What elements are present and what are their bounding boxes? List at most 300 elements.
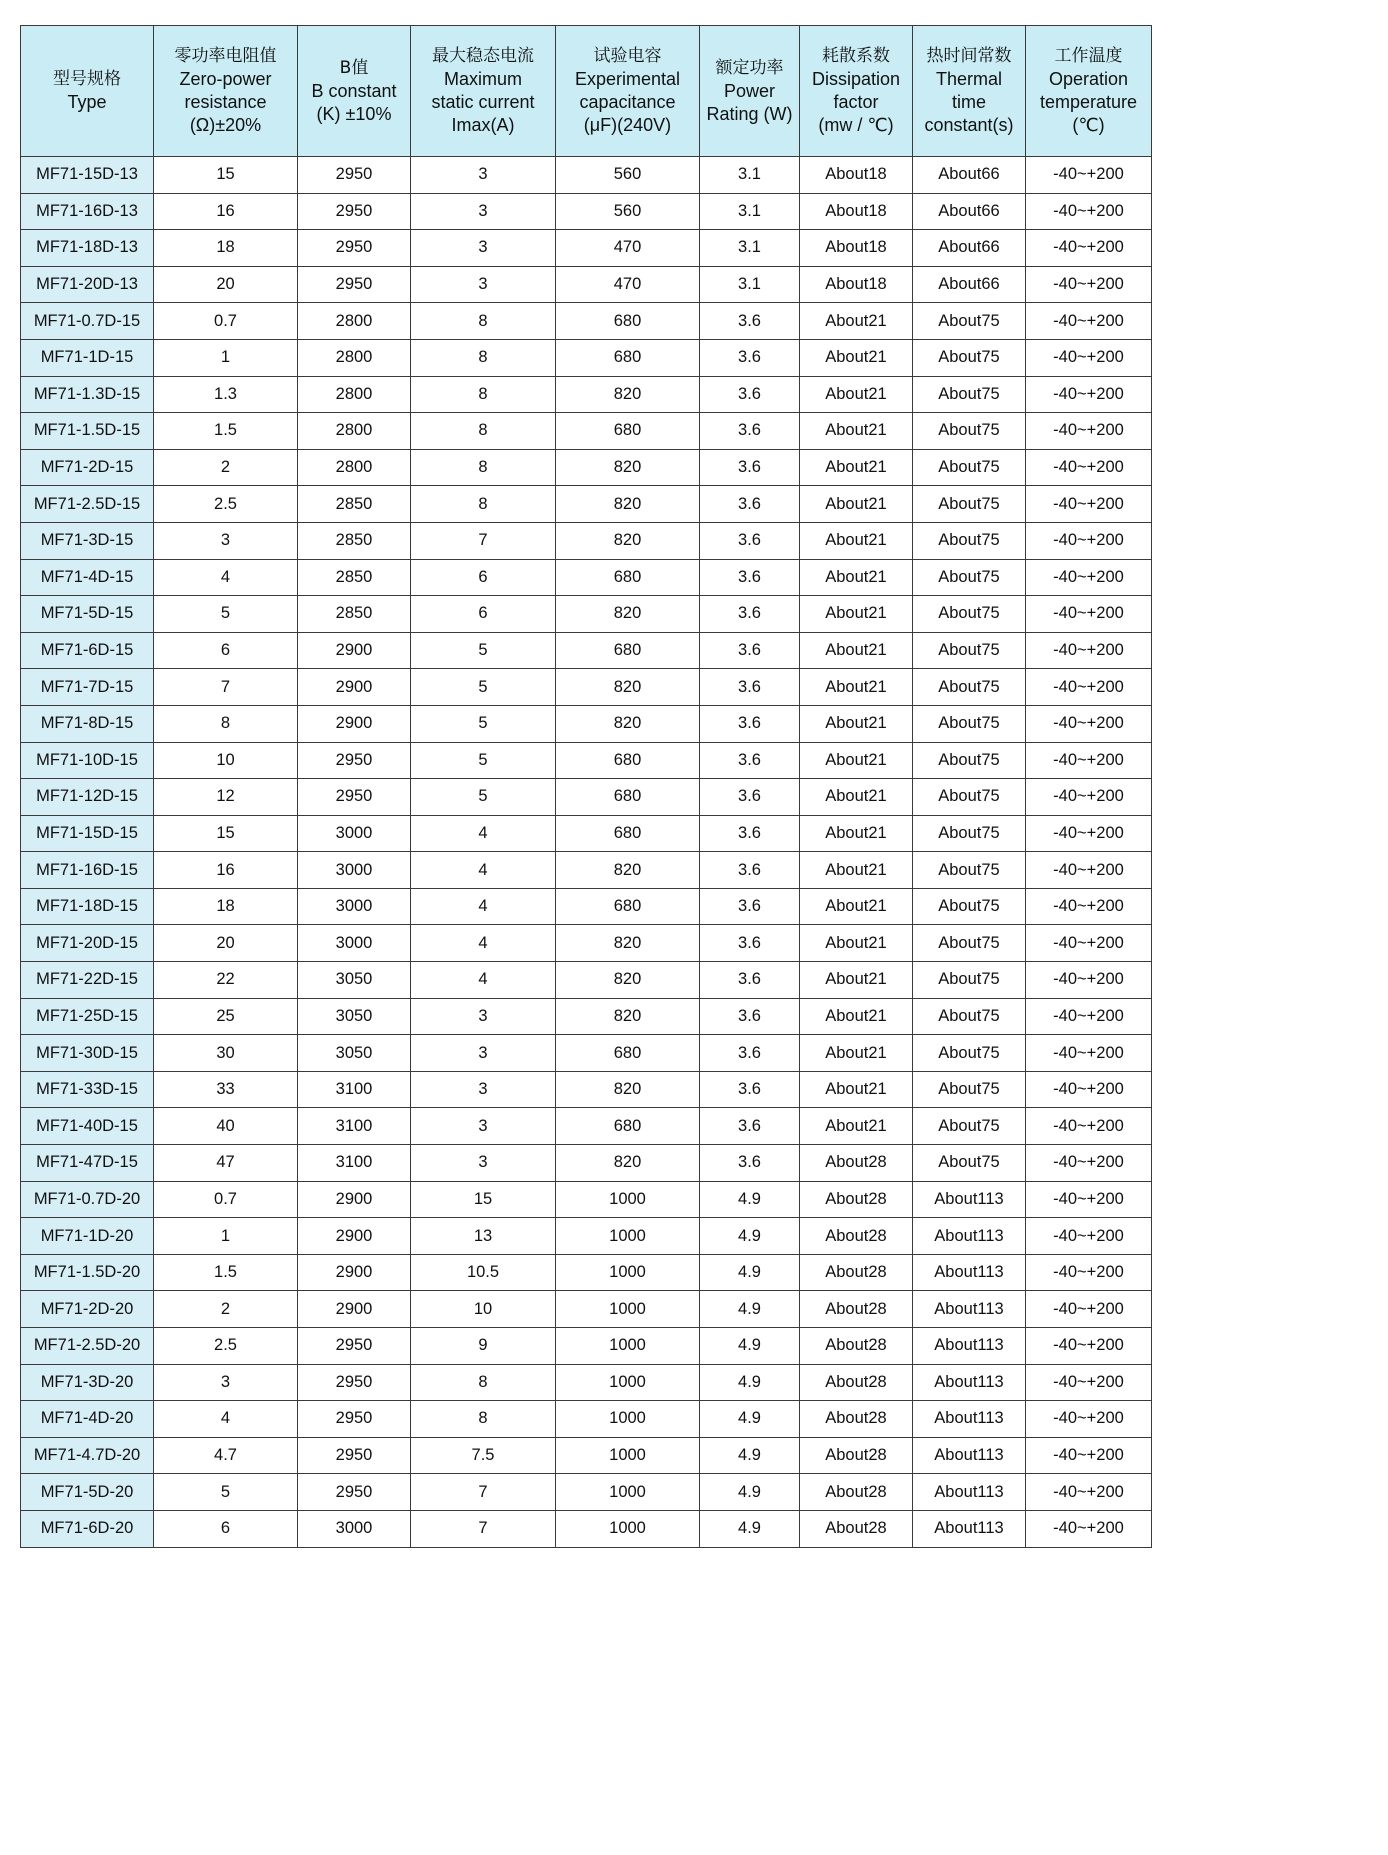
cell-type: MF71-2.5D-20 (21, 1328, 154, 1365)
column-header-en: Experimental capacitance (μF)(240V) (574, 69, 681, 135)
cell-experimental-capacitance: 1000 (556, 1364, 700, 1401)
cell-dissipation-factor: About21 (800, 339, 913, 376)
cell-dissipation-factor: About28 (800, 1291, 913, 1328)
column-header-en: Thermal time constant(s) (924, 69, 1014, 135)
cell-max-static-current: 8 (411, 303, 556, 340)
column-header-max-static-current (411, 26, 556, 157)
cell-zero-power-resistance: 1.5 (154, 413, 298, 450)
cell-power-rating: 3.6 (700, 962, 800, 999)
cell-power-rating: 3.6 (700, 303, 800, 340)
cell-max-static-current: 3 (411, 998, 556, 1035)
cell-max-static-current: 8 (411, 1364, 556, 1401)
cell-thermal-time-constant: About75 (913, 888, 1026, 925)
cell-b-constant: 2950 (298, 1474, 411, 1511)
cell-zero-power-resistance: 2.5 (154, 1328, 298, 1365)
column-header-zh: 型号规格 (53, 69, 121, 89)
cell-experimental-capacitance: 560 (556, 157, 700, 194)
cell-thermal-time-constant: About75 (913, 449, 1026, 486)
table-row (21, 632, 1152, 669)
cell-thermal-time-constant: About75 (913, 376, 1026, 413)
table-row (21, 1328, 1152, 1365)
table-row (21, 1291, 1152, 1328)
table-row (21, 1254, 1152, 1291)
cell-type: MF71-18D-13 (21, 230, 154, 267)
cell-type: MF71-1D-20 (21, 1218, 154, 1255)
column-header-en: Zero-power resistance (Ω)±20% (179, 69, 272, 135)
cell-dissipation-factor: About21 (800, 596, 913, 633)
cell-experimental-capacitance: 680 (556, 339, 700, 376)
cell-thermal-time-constant: About75 (913, 522, 1026, 559)
cell-type: MF71-47D-15 (21, 1145, 154, 1182)
cell-experimental-capacitance: 820 (556, 705, 700, 742)
table-row (21, 925, 1152, 962)
cell-zero-power-resistance: 8 (154, 705, 298, 742)
cell-operation-temperature: -40~+200 (1026, 522, 1152, 559)
cell-power-rating: 4.9 (700, 1401, 800, 1438)
cell-max-static-current: 3 (411, 266, 556, 303)
cell-type: MF71-22D-15 (21, 962, 154, 999)
cell-dissipation-factor: About28 (800, 1254, 913, 1291)
cell-b-constant: 2850 (298, 596, 411, 633)
cell-zero-power-resistance: 0.7 (154, 1181, 298, 1218)
cell-power-rating: 4.9 (700, 1218, 800, 1255)
cell-experimental-capacitance: 1000 (556, 1474, 700, 1511)
cell-power-rating: 3.6 (700, 888, 800, 925)
header-row (21, 26, 1152, 157)
cell-thermal-time-constant: About66 (913, 193, 1026, 230)
table-row (21, 888, 1152, 925)
cell-max-static-current: 5 (411, 742, 556, 779)
cell-experimental-capacitance: 680 (556, 779, 700, 816)
cell-type: MF71-25D-15 (21, 998, 154, 1035)
cell-type: MF71-2D-20 (21, 1291, 154, 1328)
cell-operation-temperature: -40~+200 (1026, 1401, 1152, 1438)
table-row (21, 1401, 1152, 1438)
column-header-b-constant (298, 26, 411, 157)
cell-operation-temperature: -40~+200 (1026, 230, 1152, 267)
cell-power-rating: 3.6 (700, 339, 800, 376)
cell-operation-temperature: -40~+200 (1026, 266, 1152, 303)
column-header-zero-power-resistance (154, 26, 298, 157)
cell-max-static-current: 7 (411, 1510, 556, 1547)
cell-power-rating: 3.6 (700, 1108, 800, 1145)
cell-max-static-current: 7.5 (411, 1437, 556, 1474)
cell-thermal-time-constant: About75 (913, 742, 1026, 779)
cell-max-static-current: 4 (411, 962, 556, 999)
cell-thermal-time-constant: About75 (913, 852, 1026, 889)
cell-b-constant: 2900 (298, 669, 411, 706)
cell-zero-power-resistance: 5 (154, 596, 298, 633)
column-header-experimental-capacitance (556, 26, 700, 157)
cell-zero-power-resistance: 1.3 (154, 376, 298, 413)
cell-power-rating: 3.6 (700, 486, 800, 523)
cell-dissipation-factor: About18 (800, 230, 913, 267)
cell-zero-power-resistance: 10 (154, 742, 298, 779)
cell-type: MF71-10D-15 (21, 742, 154, 779)
cell-dissipation-factor: About21 (800, 632, 913, 669)
cell-dissipation-factor: About21 (800, 888, 913, 925)
table-row (21, 779, 1152, 816)
cell-max-static-current: 7 (411, 1474, 556, 1511)
cell-power-rating: 3.6 (700, 559, 800, 596)
table-body (21, 157, 1152, 1548)
cell-zero-power-resistance: 47 (154, 1145, 298, 1182)
column-header-en: Power Rating (W) (706, 80, 793, 124)
table-row (21, 596, 1152, 633)
cell-operation-temperature: -40~+200 (1026, 925, 1152, 962)
cell-max-static-current: 13 (411, 1218, 556, 1255)
table-row (21, 705, 1152, 742)
column-header-operation-temperature (1026, 26, 1152, 157)
cell-type: MF71-7D-15 (21, 669, 154, 706)
cell-b-constant: 2950 (298, 1401, 411, 1438)
cell-experimental-capacitance: 820 (556, 1145, 700, 1182)
cell-b-constant: 3100 (298, 1108, 411, 1145)
cell-dissipation-factor: About21 (800, 705, 913, 742)
cell-experimental-capacitance: 1000 (556, 1437, 700, 1474)
cell-max-static-current: 6 (411, 596, 556, 633)
spec-table (20, 25, 1152, 1548)
cell-type: MF71-5D-15 (21, 596, 154, 633)
cell-operation-temperature: -40~+200 (1026, 852, 1152, 889)
cell-zero-power-resistance: 1 (154, 339, 298, 376)
cell-experimental-capacitance: 470 (556, 230, 700, 267)
cell-thermal-time-constant: About113 (913, 1328, 1026, 1365)
table-row (21, 1145, 1152, 1182)
table-row (21, 1108, 1152, 1145)
cell-b-constant: 2900 (298, 1291, 411, 1328)
cell-power-rating: 3.6 (700, 1071, 800, 1108)
cell-operation-temperature: -40~+200 (1026, 413, 1152, 450)
cell-power-rating: 3.6 (700, 1035, 800, 1072)
cell-experimental-capacitance: 680 (556, 888, 700, 925)
cell-dissipation-factor: About21 (800, 559, 913, 596)
cell-b-constant: 2900 (298, 632, 411, 669)
cell-power-rating: 3.6 (700, 669, 800, 706)
column-header-en: Maximum static current Imax(A) (431, 69, 535, 135)
cell-dissipation-factor: About21 (800, 925, 913, 962)
cell-dissipation-factor: About21 (800, 1108, 913, 1145)
table-row (21, 1364, 1152, 1401)
cell-max-static-current: 3 (411, 157, 556, 194)
cell-experimental-capacitance: 1000 (556, 1254, 700, 1291)
table-row (21, 559, 1152, 596)
cell-thermal-time-constant: About75 (913, 596, 1026, 633)
cell-type: MF71-3D-20 (21, 1364, 154, 1401)
cell-zero-power-resistance: 16 (154, 193, 298, 230)
cell-type: MF71-12D-15 (21, 779, 154, 816)
column-header-zh: 工作温度 (1054, 46, 1123, 66)
table-row (21, 522, 1152, 559)
cell-dissipation-factor: About21 (800, 376, 913, 413)
cell-power-rating: 3.1 (700, 157, 800, 194)
cell-max-static-current: 8 (411, 486, 556, 523)
cell-max-static-current: 3 (411, 230, 556, 267)
cell-zero-power-resistance: 25 (154, 998, 298, 1035)
cell-b-constant: 3000 (298, 925, 411, 962)
cell-thermal-time-constant: About75 (913, 303, 1026, 340)
cell-power-rating: 3.1 (700, 193, 800, 230)
cell-type: MF71-18D-15 (21, 888, 154, 925)
cell-type: MF71-1D-15 (21, 339, 154, 376)
cell-operation-temperature: -40~+200 (1026, 339, 1152, 376)
cell-dissipation-factor: About21 (800, 303, 913, 340)
table-row (21, 962, 1152, 999)
cell-experimental-capacitance: 820 (556, 486, 700, 523)
cell-operation-temperature: -40~+200 (1026, 998, 1152, 1035)
cell-b-constant: 3100 (298, 1145, 411, 1182)
cell-experimental-capacitance: 820 (556, 669, 700, 706)
column-header-en: Type (67, 92, 107, 112)
cell-zero-power-resistance: 5 (154, 1474, 298, 1511)
cell-thermal-time-constant: About113 (913, 1510, 1026, 1547)
table-row (21, 303, 1152, 340)
cell-type: MF71-33D-15 (21, 1071, 154, 1108)
cell-max-static-current: 5 (411, 705, 556, 742)
cell-b-constant: 3000 (298, 888, 411, 925)
cell-b-constant: 2950 (298, 1437, 411, 1474)
cell-thermal-time-constant: About113 (913, 1291, 1026, 1328)
cell-experimental-capacitance: 820 (556, 449, 700, 486)
cell-power-rating: 3.6 (700, 522, 800, 559)
column-header-dissipation-factor (800, 26, 913, 157)
table-row (21, 1181, 1152, 1218)
cell-operation-temperature: -40~+200 (1026, 1181, 1152, 1218)
cell-b-constant: 3000 (298, 1510, 411, 1547)
cell-power-rating: 4.9 (700, 1291, 800, 1328)
cell-power-rating: 4.9 (700, 1181, 800, 1218)
column-header-zh: 耗散系数 (822, 46, 890, 66)
cell-experimental-capacitance: 680 (556, 1035, 700, 1072)
cell-dissipation-factor: About21 (800, 998, 913, 1035)
cell-thermal-time-constant: About113 (913, 1181, 1026, 1218)
cell-operation-temperature: -40~+200 (1026, 157, 1152, 194)
cell-thermal-time-constant: About113 (913, 1474, 1026, 1511)
cell-b-constant: 2850 (298, 486, 411, 523)
table-row (21, 998, 1152, 1035)
column-header-zh: 最大稳态电流 (432, 46, 534, 66)
cell-operation-temperature: -40~+200 (1026, 1145, 1152, 1182)
table-row (21, 339, 1152, 376)
cell-power-rating: 3.6 (700, 742, 800, 779)
cell-type: MF71-4.7D-20 (21, 1437, 154, 1474)
cell-zero-power-resistance: 30 (154, 1035, 298, 1072)
column-header-zh: 试验电容 (593, 46, 662, 66)
cell-b-constant: 2900 (298, 705, 411, 742)
cell-thermal-time-constant: About75 (913, 998, 1026, 1035)
cell-power-rating: 4.9 (700, 1510, 800, 1547)
table-row (21, 266, 1152, 303)
cell-dissipation-factor: About28 (800, 1510, 913, 1547)
cell-thermal-time-constant: About75 (913, 1145, 1026, 1182)
cell-dissipation-factor: About28 (800, 1181, 913, 1218)
cell-b-constant: 2900 (298, 1254, 411, 1291)
cell-type: MF71-3D-15 (21, 522, 154, 559)
cell-thermal-time-constant: About75 (913, 413, 1026, 450)
cell-thermal-time-constant: About75 (913, 1071, 1026, 1108)
cell-operation-temperature: -40~+200 (1026, 962, 1152, 999)
cell-type: MF71-8D-15 (21, 705, 154, 742)
cell-max-static-current: 7 (411, 522, 556, 559)
cell-operation-temperature: -40~+200 (1026, 1510, 1152, 1547)
cell-b-constant: 2950 (298, 1328, 411, 1365)
cell-type: MF71-30D-15 (21, 1035, 154, 1072)
cell-experimental-capacitance: 820 (556, 376, 700, 413)
cell-thermal-time-constant: About113 (913, 1364, 1026, 1401)
table-row (21, 193, 1152, 230)
cell-power-rating: 3.6 (700, 449, 800, 486)
cell-operation-temperature: -40~+200 (1026, 486, 1152, 523)
cell-type: MF71-1.3D-15 (21, 376, 154, 413)
column-header-zh: 零功率电阻值 (174, 46, 277, 66)
cell-dissipation-factor: About28 (800, 1145, 913, 1182)
table-row (21, 1035, 1152, 1072)
cell-type: MF71-4D-20 (21, 1401, 154, 1438)
cell-zero-power-resistance: 18 (154, 230, 298, 267)
cell-zero-power-resistance: 0.7 (154, 303, 298, 340)
cell-power-rating: 3.6 (700, 779, 800, 816)
cell-power-rating: 3.1 (700, 266, 800, 303)
cell-max-static-current: 3 (411, 1071, 556, 1108)
cell-power-rating: 3.6 (700, 815, 800, 852)
cell-experimental-capacitance: 680 (556, 742, 700, 779)
cell-type: MF71-5D-20 (21, 1474, 154, 1511)
column-header-en: B constant (K) ±10% (311, 80, 397, 124)
cell-max-static-current: 3 (411, 1035, 556, 1072)
cell-type: MF71-20D-13 (21, 266, 154, 303)
cell-experimental-capacitance: 680 (556, 1108, 700, 1145)
cell-experimental-capacitance: 1000 (556, 1181, 700, 1218)
cell-operation-temperature: -40~+200 (1026, 1108, 1152, 1145)
cell-experimental-capacitance: 470 (556, 266, 700, 303)
cell-zero-power-resistance: 33 (154, 1071, 298, 1108)
cell-b-constant: 2850 (298, 559, 411, 596)
cell-zero-power-resistance: 4 (154, 1401, 298, 1438)
cell-power-rating: 3.6 (700, 705, 800, 742)
cell-b-constant: 2900 (298, 1181, 411, 1218)
cell-type: MF71-1.5D-20 (21, 1254, 154, 1291)
cell-max-static-current: 10.5 (411, 1254, 556, 1291)
cell-type: MF71-2.5D-15 (21, 486, 154, 523)
cell-operation-temperature: -40~+200 (1026, 815, 1152, 852)
cell-zero-power-resistance: 6 (154, 632, 298, 669)
cell-zero-power-resistance: 15 (154, 157, 298, 194)
cell-experimental-capacitance: 680 (556, 632, 700, 669)
cell-power-rating: 3.6 (700, 632, 800, 669)
column-header-zh: 热时间常数 (926, 46, 1012, 66)
cell-dissipation-factor: About28 (800, 1328, 913, 1365)
cell-type: MF71-0.7D-15 (21, 303, 154, 340)
cell-b-constant: 2950 (298, 1364, 411, 1401)
cell-experimental-capacitance: 680 (556, 303, 700, 340)
cell-dissipation-factor: About18 (800, 193, 913, 230)
cell-operation-temperature: -40~+200 (1026, 1218, 1152, 1255)
table-row (21, 413, 1152, 450)
cell-dissipation-factor: About28 (800, 1218, 913, 1255)
cell-thermal-time-constant: About75 (913, 925, 1026, 962)
cell-operation-temperature: -40~+200 (1026, 1364, 1152, 1401)
cell-type: MF71-0.7D-20 (21, 1181, 154, 1218)
cell-experimental-capacitance: 680 (556, 413, 700, 450)
cell-max-static-current: 8 (411, 413, 556, 450)
column-header-en: Dissipation factor (mw / ℃) (811, 69, 901, 135)
cell-experimental-capacitance: 820 (556, 925, 700, 962)
cell-zero-power-resistance: 22 (154, 962, 298, 999)
cell-type: MF71-15D-13 (21, 157, 154, 194)
cell-max-static-current: 5 (411, 779, 556, 816)
cell-operation-temperature: -40~+200 (1026, 1474, 1152, 1511)
cell-operation-temperature: -40~+200 (1026, 193, 1152, 230)
cell-max-static-current: 8 (411, 376, 556, 413)
cell-power-rating: 4.9 (700, 1328, 800, 1365)
cell-experimental-capacitance: 820 (556, 962, 700, 999)
cell-max-static-current: 8 (411, 339, 556, 376)
cell-operation-temperature: -40~+200 (1026, 1071, 1152, 1108)
cell-experimental-capacitance: 1000 (556, 1218, 700, 1255)
cell-power-rating: 4.9 (700, 1437, 800, 1474)
cell-type: MF71-40D-15 (21, 1108, 154, 1145)
cell-max-static-current: 4 (411, 925, 556, 962)
cell-dissipation-factor: About28 (800, 1364, 913, 1401)
cell-power-rating: 3.1 (700, 230, 800, 267)
cell-b-constant: 3000 (298, 815, 411, 852)
cell-operation-temperature: -40~+200 (1026, 1437, 1152, 1474)
cell-type: MF71-4D-15 (21, 559, 154, 596)
table-row (21, 1071, 1152, 1108)
cell-thermal-time-constant: About75 (913, 559, 1026, 596)
cell-type: MF71-6D-20 (21, 1510, 154, 1547)
cell-power-rating: 4.9 (700, 1364, 800, 1401)
cell-dissipation-factor: About21 (800, 669, 913, 706)
cell-max-static-current: 3 (411, 193, 556, 230)
table-row (21, 157, 1152, 194)
table-row (21, 449, 1152, 486)
cell-max-static-current: 3 (411, 1108, 556, 1145)
cell-dissipation-factor: About21 (800, 449, 913, 486)
cell-thermal-time-constant: About75 (913, 632, 1026, 669)
cell-max-static-current: 8 (411, 1401, 556, 1438)
cell-b-constant: 3000 (298, 852, 411, 889)
cell-thermal-time-constant: About75 (913, 815, 1026, 852)
cell-type: MF71-20D-15 (21, 925, 154, 962)
cell-type: MF71-15D-15 (21, 815, 154, 852)
cell-experimental-capacitance: 1000 (556, 1510, 700, 1547)
cell-thermal-time-constant: About75 (913, 1108, 1026, 1145)
cell-max-static-current: 9 (411, 1328, 556, 1365)
cell-type: MF71-16D-15 (21, 852, 154, 889)
cell-zero-power-resistance: 2.5 (154, 486, 298, 523)
table-row (21, 486, 1152, 523)
cell-thermal-time-constant: About113 (913, 1401, 1026, 1438)
cell-operation-temperature: -40~+200 (1026, 1254, 1152, 1291)
cell-operation-temperature: -40~+200 (1026, 303, 1152, 340)
cell-experimental-capacitance: 820 (556, 1071, 700, 1108)
cell-dissipation-factor: About21 (800, 413, 913, 450)
cell-dissipation-factor: About21 (800, 815, 913, 852)
cell-thermal-time-constant: About113 (913, 1254, 1026, 1291)
column-header-type (21, 26, 154, 157)
cell-zero-power-resistance: 6 (154, 1510, 298, 1547)
cell-b-constant: 2950 (298, 230, 411, 267)
cell-zero-power-resistance: 1 (154, 1218, 298, 1255)
table-row (21, 669, 1152, 706)
cell-operation-temperature: -40~+200 (1026, 559, 1152, 596)
cell-power-rating: 3.6 (700, 1145, 800, 1182)
cell-thermal-time-constant: About75 (913, 1035, 1026, 1072)
cell-zero-power-resistance: 3 (154, 1364, 298, 1401)
cell-b-constant: 2800 (298, 413, 411, 450)
cell-operation-temperature: -40~+200 (1026, 596, 1152, 633)
